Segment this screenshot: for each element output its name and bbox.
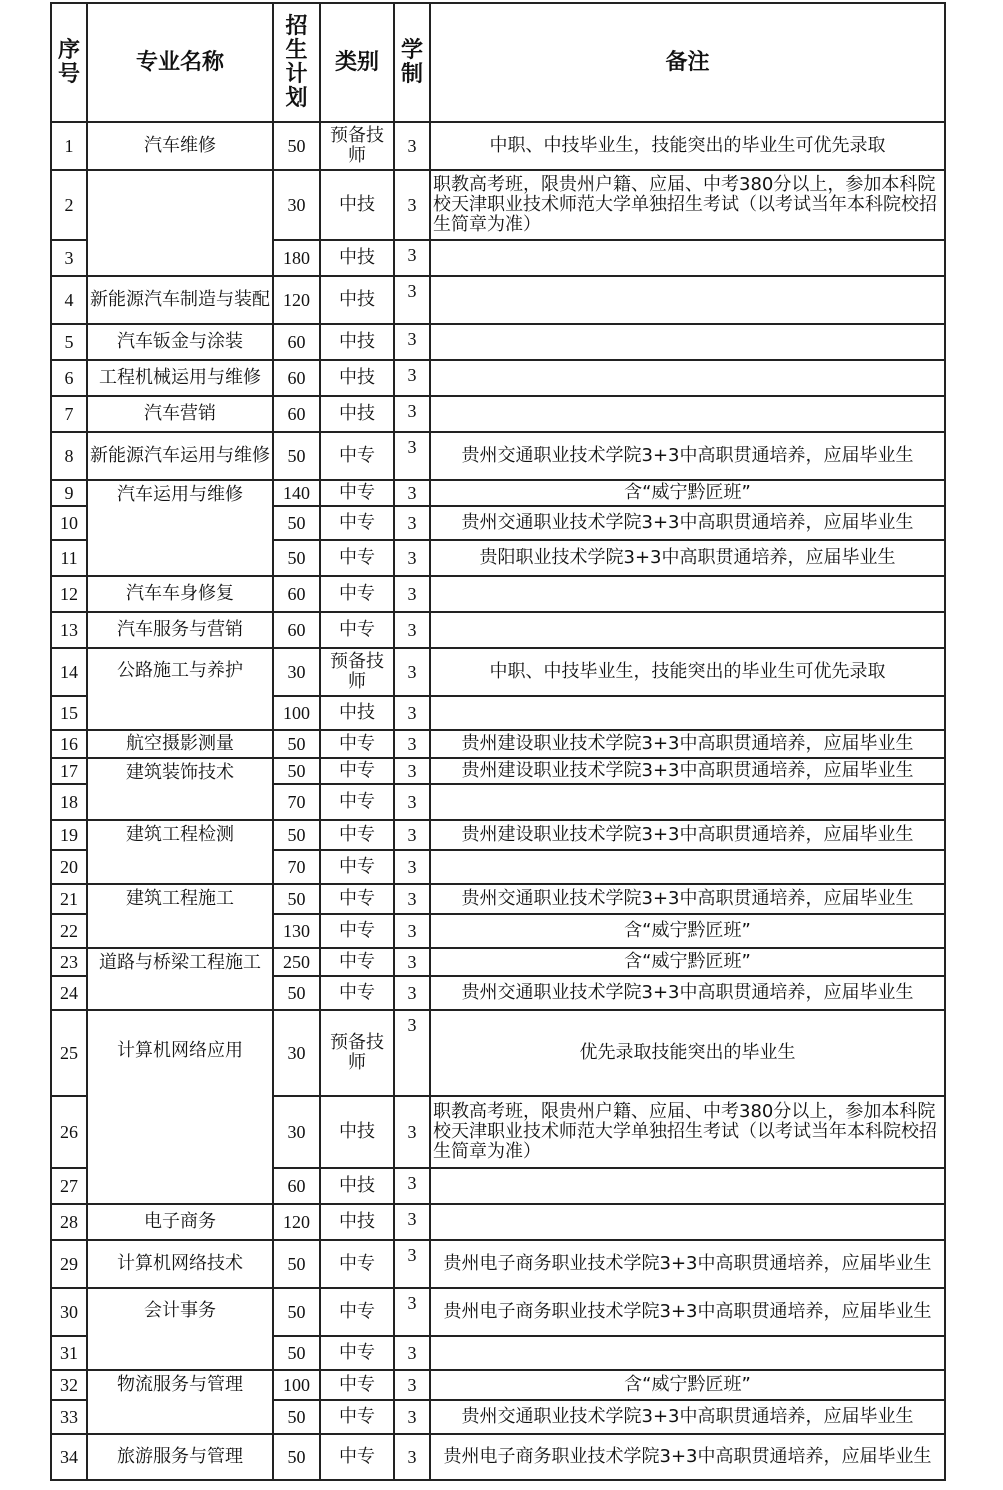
major-name: 工程机械运用与维修: [87, 360, 273, 396]
row-number: 20: [51, 850, 87, 884]
table-row: [51, 576, 945, 612]
table-row: [51, 1288, 945, 1336]
note: [430, 1204, 945, 1240]
note: 贵州交通职业技术学院3+3中高职贯通培养，应届毕业生: [430, 976, 945, 1010]
duration: 3: [394, 850, 430, 884]
note: 优先录取技能突出的毕业生: [430, 1010, 945, 1096]
category: 中技: [320, 240, 394, 276]
table-row: [51, 948, 945, 976]
note: 含“威宁黔匠班”: [430, 948, 945, 976]
duration: 3: [394, 576, 430, 612]
plan-count: 60: [273, 396, 320, 432]
row-number: 15: [51, 696, 87, 730]
table-row: [51, 1240, 945, 1288]
major-name: 物流服务与管理: [87, 1370, 273, 1434]
duration: 3: [394, 1400, 430, 1434]
category: 中专: [320, 1288, 394, 1336]
table-row: [51, 1370, 945, 1400]
row-number: 3: [51, 240, 87, 276]
row-number: 7: [51, 396, 87, 432]
header-seq: 序号: [51, 3, 87, 122]
duration: 3: [394, 540, 430, 576]
note: 贵州交通职业技术学院3+3中高职贯通培养，应届毕业生: [430, 432, 945, 480]
note: [430, 360, 945, 396]
row-number: 19: [51, 820, 87, 850]
row-number: 21: [51, 884, 87, 914]
duration: 3: [394, 648, 430, 696]
row-number: 8: [51, 432, 87, 480]
row-number: 25: [51, 1010, 87, 1096]
plan-count: 50: [273, 976, 320, 1010]
category: 中专: [320, 1240, 394, 1288]
table-row: [51, 1010, 945, 1096]
duration: 3: [394, 480, 430, 506]
category: 中技: [320, 1204, 394, 1240]
category: 中专: [320, 758, 394, 784]
plan-count: 70: [273, 784, 320, 820]
category: 中技: [320, 276, 394, 324]
note: 贵州电子商务职业技术学院3+3中高职贯通培养，应届毕业生: [430, 1434, 945, 1480]
header-major: 专业名称: [87, 3, 273, 122]
row-number: 10: [51, 506, 87, 540]
note: [430, 276, 945, 324]
row-number: 33: [51, 1400, 87, 1434]
major-name: 航空摄影测量: [87, 730, 273, 758]
row-number: 9: [51, 480, 87, 506]
category: 中专: [320, 1400, 394, 1434]
table-row: [51, 730, 945, 758]
header-duration: 学制: [394, 3, 430, 122]
row-number: 32: [51, 1370, 87, 1400]
plan-count: 120: [273, 276, 320, 324]
table-row: [51, 432, 945, 480]
row-number: 28: [51, 1204, 87, 1240]
table-row: [51, 170, 945, 240]
note: [430, 612, 945, 648]
major-name: 计算机网络技术: [87, 1240, 273, 1288]
duration: 3: [394, 1434, 430, 1480]
duration: 3: [394, 948, 430, 976]
plan-count: 60: [273, 576, 320, 612]
duration: 3: [394, 730, 430, 758]
category: 中专: [320, 480, 394, 506]
row-number: 22: [51, 914, 87, 948]
duration: 3: [394, 1096, 430, 1168]
plan-count: 180: [273, 240, 320, 276]
duration: 3: [394, 396, 430, 432]
table-row: [51, 820, 945, 850]
table-row: [51, 758, 945, 784]
note: [430, 850, 945, 884]
note: 中职、中技毕业生，技能突出的毕业生可优先录取: [430, 648, 945, 696]
note: 含“威宁黔匠班”: [430, 480, 945, 506]
category: 中专: [320, 1434, 394, 1480]
duration: 3: [394, 360, 430, 396]
plan-count: 100: [273, 696, 320, 730]
plan-count: 250: [273, 948, 320, 976]
category: 中技: [320, 696, 394, 730]
row-number: 4: [51, 276, 87, 324]
plan-count: 130: [273, 914, 320, 948]
major-name: 建筑工程检测: [87, 820, 273, 884]
plan-count: 50: [273, 758, 320, 784]
plan-count: 50: [273, 730, 320, 758]
major-name: 汽车运用与维修: [87, 480, 273, 576]
plan-count: 50: [273, 820, 320, 850]
major-name: 汽车钣金与涂装: [87, 324, 273, 360]
category: 中专: [320, 784, 394, 820]
duration: 3: [394, 1288, 430, 1336]
category: 中专: [320, 432, 394, 480]
table-row: [51, 122, 945, 170]
plan-count: 30: [273, 170, 320, 240]
note: 贵州建设职业技术学院3+3中高职贯通培养，应届毕业生: [430, 820, 945, 850]
note: 贵州交通职业技术学院3+3中高职贯通培养，应届毕业生: [430, 884, 945, 914]
category: 中专: [320, 1370, 394, 1400]
major-name: 会计事务: [87, 1288, 273, 1370]
row-number: 29: [51, 1240, 87, 1288]
note: 贵阳职业技术学院3+3中高职贯通培养，应届毕业生: [430, 540, 945, 576]
row-number: 26: [51, 1096, 87, 1168]
note: 贵州电子商务职业技术学院3+3中高职贯通培养，应届毕业生: [430, 1288, 945, 1336]
plan-count: 50: [273, 1288, 320, 1336]
row-number: 23: [51, 948, 87, 976]
major-name: [87, 170, 273, 276]
duration: 3: [394, 1010, 430, 1096]
table-row: [51, 884, 945, 914]
major-name: 汽车车身修复: [87, 576, 273, 612]
row-number: 1: [51, 122, 87, 170]
row-number: 5: [51, 324, 87, 360]
note: 职教高考班，限贵州户籍、应届、中考380分以上，参加本科院校天津职业技术师范大学单独招生考试（以考试当年本科院校招生简章为准）: [430, 1096, 945, 1168]
header-category: 类别: [320, 3, 394, 122]
major-name: 建筑装饰技术: [87, 758, 273, 820]
row-number: 30: [51, 1288, 87, 1336]
category: 中技: [320, 1096, 394, 1168]
major-name: 汽车营销: [87, 396, 273, 432]
row-number: 6: [51, 360, 87, 396]
category: 预备技师: [320, 648, 394, 696]
duration: 3: [394, 784, 430, 820]
duration: 3: [394, 1240, 430, 1288]
plan-count: 60: [273, 612, 320, 648]
duration: 3: [394, 506, 430, 540]
category: 中技: [320, 360, 394, 396]
note: 贵州建设职业技术学院3+3中高职贯通培养，应届毕业生: [430, 730, 945, 758]
major-name: 计算机网络应用: [87, 1010, 273, 1204]
plan-count: 30: [273, 648, 320, 696]
plan-count: 60: [273, 360, 320, 396]
duration: 3: [394, 696, 430, 730]
duration: 3: [394, 1370, 430, 1400]
duration: 3: [394, 914, 430, 948]
category: 预备技师: [320, 1010, 394, 1096]
major-name: 公路施工与养护: [87, 648, 273, 730]
category: 中专: [320, 884, 394, 914]
category: 预备技师: [320, 122, 394, 170]
header-notes: 备注: [430, 3, 945, 122]
category: 中专: [320, 948, 394, 976]
row-number: 17: [51, 758, 87, 784]
category: 中专: [320, 576, 394, 612]
major-name: 汽车服务与营销: [87, 612, 273, 648]
note: [430, 576, 945, 612]
major-name: 建筑工程施工: [87, 884, 273, 948]
major-name: 道路与桥梁工程施工: [87, 948, 273, 1010]
duration: 3: [394, 1168, 430, 1204]
category: 中专: [320, 1336, 394, 1370]
note: 贵州交通职业技术学院3+3中高职贯通培养，应届毕业生: [430, 506, 945, 540]
plan-count: 50: [273, 506, 320, 540]
row-number: 11: [51, 540, 87, 576]
table-row: [51, 396, 945, 432]
plan-count: 100: [273, 1370, 320, 1400]
duration: 3: [394, 820, 430, 850]
note: [430, 696, 945, 730]
row-number: 18: [51, 784, 87, 820]
note: [430, 324, 945, 360]
note: 职教高考班，限贵州户籍、应届、中考380分以上，参加本科院校天津职业技术师范大学单独招生考试（以考试当年本科院校招生简章为准）: [430, 170, 945, 240]
note: 贵州电子商务职业技术学院3+3中高职贯通培养，应届毕业生: [430, 1240, 945, 1288]
note: [430, 396, 945, 432]
table-row: [51, 276, 945, 324]
row-number: 13: [51, 612, 87, 648]
row-number: 34: [51, 1434, 87, 1480]
plan-count: 140: [273, 480, 320, 506]
note: [430, 784, 945, 820]
category: 中专: [320, 612, 394, 648]
row-number: 24: [51, 976, 87, 1010]
row-number: 31: [51, 1336, 87, 1370]
plan-count: 50: [273, 1400, 320, 1434]
table-row: [51, 612, 945, 648]
note: 贵州建设职业技术学院3+3中高职贯通培养，应届毕业生: [430, 758, 945, 784]
category: 中专: [320, 730, 394, 758]
header-row: [51, 3, 945, 122]
note: [430, 240, 945, 276]
category: 中专: [320, 540, 394, 576]
duration: 3: [394, 1336, 430, 1370]
duration: 3: [394, 884, 430, 914]
header-plan: 招生计划: [273, 3, 320, 122]
duration: 3: [394, 122, 430, 170]
duration: 3: [394, 276, 430, 324]
note: [430, 1336, 945, 1370]
category: 中专: [320, 820, 394, 850]
plan-count: 50: [273, 1336, 320, 1370]
plan-count: 50: [273, 122, 320, 170]
plan-count: 60: [273, 1168, 320, 1204]
row-number: 2: [51, 170, 87, 240]
table-row: [51, 360, 945, 396]
table-row: [51, 1204, 945, 1240]
duration: 3: [394, 612, 430, 648]
plan-count: 50: [273, 540, 320, 576]
plan-count: 50: [273, 432, 320, 480]
plan-count: 50: [273, 1240, 320, 1288]
plan-count: 120: [273, 1204, 320, 1240]
plan-count: 30: [273, 1096, 320, 1168]
major-name: 汽车维修: [87, 122, 273, 170]
plan-count: 60: [273, 324, 320, 360]
category: 中技: [320, 324, 394, 360]
duration: 3: [394, 240, 430, 276]
enrollment-table: [50, 2, 946, 1481]
category: 中技: [320, 1168, 394, 1204]
note: 含“威宁黔匠班”: [430, 914, 945, 948]
row-number: 16: [51, 730, 87, 758]
category: 中技: [320, 396, 394, 432]
major-name: 旅游服务与管理: [87, 1434, 273, 1480]
category: 中技: [320, 170, 394, 240]
note: 中职、中技毕业生，技能突出的毕业生可优先录取: [430, 122, 945, 170]
major-name: 新能源汽车制造与装配: [87, 276, 273, 324]
category: 中专: [320, 850, 394, 884]
category: 中专: [320, 914, 394, 948]
note: [430, 1168, 945, 1204]
duration: 3: [394, 324, 430, 360]
plan-count: 50: [273, 884, 320, 914]
note: 贵州交通职业技术学院3+3中高职贯通培养，应届毕业生: [430, 1400, 945, 1434]
table-row: [51, 324, 945, 360]
note: 含“威宁黔匠班”: [430, 1370, 945, 1400]
major-name: 电子商务: [87, 1204, 273, 1240]
plan-count: 70: [273, 850, 320, 884]
row-number: 27: [51, 1168, 87, 1204]
table-row: [51, 1434, 945, 1480]
major-name: 新能源汽车运用与维修: [87, 432, 273, 480]
table-row: [51, 480, 945, 506]
plan-count: 30: [273, 1010, 320, 1096]
category: 中专: [320, 506, 394, 540]
duration: 3: [394, 170, 430, 240]
plan-count: 50: [273, 1434, 320, 1480]
row-number: 14: [51, 648, 87, 696]
category: 中专: [320, 976, 394, 1010]
duration: 3: [394, 758, 430, 784]
duration: 3: [394, 976, 430, 1010]
duration: 3: [394, 432, 430, 480]
table-row: [51, 648, 945, 696]
duration: 3: [394, 1204, 430, 1240]
row-number: 12: [51, 576, 87, 612]
